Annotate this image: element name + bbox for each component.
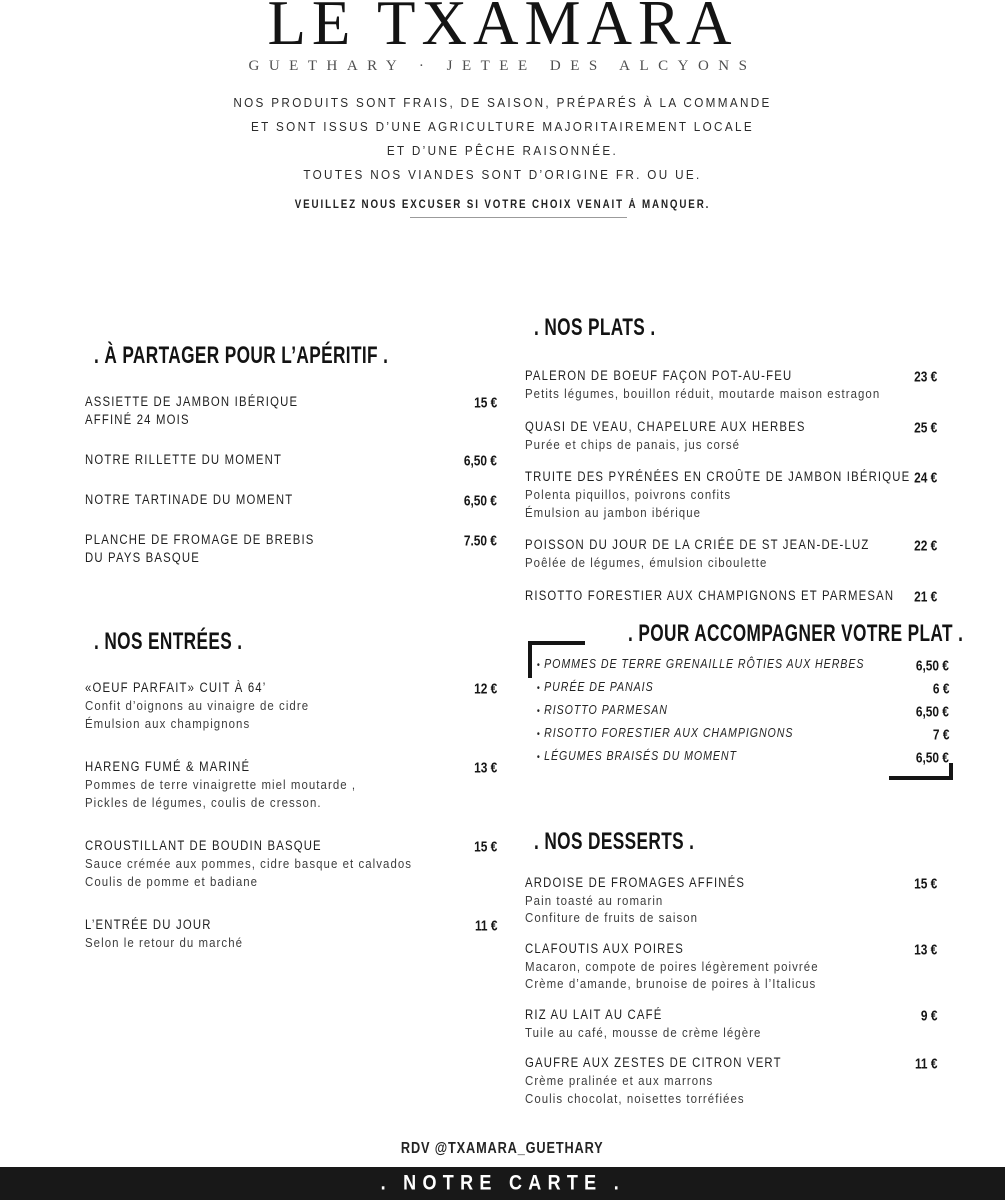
item-description: Crème d’amande, brunoise de poires à l’Italicus [525,976,817,991]
item-name-line2: DU PAYS BASQUE [85,550,200,565]
item-price: 15 € [473,394,497,411]
item-price: 6,50 € [463,492,497,509]
side-item-name: • LÉGUMES BRAISÉS DU MOMENT [525,749,875,763]
section-title-desserts: . NOS DESSERTS . [534,826,695,854]
side-item [525,748,949,766]
item-description: Macaron, compote de poires légèrement poivrée [525,958,819,974]
item-description: Confit d’oignons au vinaigre de cidre [85,698,310,713]
menu-item [525,940,937,993]
intro-line: TOUTES NOS VIANDES SONT D’ORIGINE FR. OU UE. [303,167,702,182]
section-title-sides: . POUR ACCOMPAGNER VOTRE PLAT . [628,618,964,646]
menu-item [85,451,497,469]
item-price: 15 € [913,874,937,892]
item-description: Coulis chocolat, noisettes torréfiées [525,1090,745,1106]
sides-list [525,656,949,766]
side-item-price: 6,50 € [915,702,949,720]
right-column [525,312,964,1120]
menu-item [85,837,497,890]
section-title-apero: . À PARTAGER POUR L’APÉRITIF . [94,340,389,369]
menu-item [85,491,497,509]
item-description: Poêlée de légumes, émulsion ciboulette [525,555,768,570]
item-description: Émulsion aux champignons [85,715,251,731]
intro-paragraph [0,95,1005,211]
menu-item [525,1006,937,1042]
section-title-entrees: . NOS ENTRÉES . [94,626,243,655]
header-divider [410,217,627,218]
item-description: Petits légumes, bouillon réduit, moutarde maison estragon [525,386,881,401]
menu-item [85,916,497,952]
side-item-price: 6,50 € [915,748,949,766]
side-item [525,656,949,674]
intro-line: ET D’UNE PÊCHE RAISONNÉE. [386,143,619,158]
item-name: GAUFRE AUX ZESTES DE CITRON VERT [525,1055,782,1070]
menu-item [85,758,497,811]
menu-item [525,367,937,403]
item-description: Confiture de fruits de saison [525,910,699,925]
bottom-banner [0,1167,1005,1200]
item-description: Pommes de terre vinaigrette miel moutarde , [85,777,357,792]
side-item [525,702,949,720]
side-item-name: • RISOTTO FORESTIER AUX CHAMPIGNONS [525,726,875,740]
menu-item [525,468,937,521]
menu-item [525,587,937,605]
side-item-name: • PURÉE DE PANAIS [525,680,875,694]
social-handle-text: RDV @TXAMARA_GUETHARY [401,1139,604,1158]
item-name: NOTRE TARTINADE DU MOMENT [85,492,294,507]
item-name: POISSON DU JOUR DE LA CRIÉE DE ST JEAN-DE-LUZ [525,537,870,552]
menu-header [0,0,1005,211]
item-name: PLANCHE DE FROMAGE DE BREBIS [85,532,315,547]
item-price: 11 € [474,917,497,934]
item-description: Selon le retour du marché [85,935,244,950]
item-price: 13 € [473,759,497,776]
item-price: 23 € [913,368,937,385]
item-name: RISOTTO FORESTIER AUX CHAMPIGNONS ET PARMESAN [525,587,895,603]
item-name: ASSIETTE DE JAMBON IBÉRIQUE [85,394,299,409]
item-price: 24 € [913,469,937,486]
item-name-line2: AFFINÉ 24 MOIS [85,412,190,427]
item-name: HARENG FUMÉ & MARINÉ [85,759,251,774]
item-name: NOTRE RILLETTE DU MOMENT [85,452,283,467]
item-name: CLAFOUTIS AUX POIRES [525,940,685,956]
item-price: 11 € [914,1055,937,1072]
item-description: Émulsion au jambon ibérique [525,504,702,520]
social-handle-line [0,1140,1005,1157]
item-name: ARDOISE DE FROMAGES AFFINÉS [525,874,746,890]
menu-item [525,418,937,454]
item-name: PALERON DE BOEUF FAÇON POT-AU-FEU [525,368,793,383]
item-name: CROUSTILLANT DE BOUDIN BASQUE [85,838,322,853]
left-column [85,340,497,978]
item-description: Purée et chips de panais, jus corsé [525,436,741,452]
item-name: «OEUF PARFAIT» CUIT À 64’ [85,680,267,695]
item-description: Coulis de pomme et badiane [85,873,259,889]
notice-line: VEUILLEZ NOUS EXCUSER SI VOTRE CHOIX VENAIT À MANQUER. [294,199,711,211]
item-price: 22 € [913,537,937,554]
item-price: 12 € [473,680,497,697]
menu-item [85,393,497,429]
side-item [525,725,949,743]
item-price: 6,50 € [463,452,497,469]
item-price: 15 € [473,838,497,855]
menu-item [525,1054,937,1107]
item-name: QUASI DE VEAU, CHAPELURE AUX HERBES [525,418,806,434]
item-description: Polenta piquillos, poivrons confits [525,487,732,502]
sides-section [525,618,964,766]
item-description: Pickles de légumes, coulis de cresson. [85,794,322,810]
menu-item [85,531,497,567]
item-description: Sauce crémée aux pommes, cidre basque et calvados [85,856,413,871]
item-price: 9 € [920,1006,937,1024]
item-name: L’ENTRÉE DU JOUR [85,917,212,932]
side-item-price: 6,50 € [915,656,949,674]
item-price: 7.50 € [463,532,497,549]
intro-line: NOS PRODUITS SONT FRAIS, DE SAISON, PRÉPARÉS À LA COMMANDE [233,95,772,110]
side-item-name: • RISOTTO PARMESAN [525,703,875,717]
banner-label: . NOTRE CARTE . [380,1171,625,1195]
item-name: RIZ AU LAIT AU CAFÉ [525,1006,663,1022]
intro-line: ET SONT ISSUS D’UNE AGRICULTURE MAJORITAIREMENT LOCALE [250,119,754,134]
menu-item [525,536,937,572]
item-price: 25 € [913,418,937,436]
side-item-price: 6 € [932,679,949,697]
side-item [525,679,949,697]
item-price: 13 € [913,940,937,958]
item-description: Pain toasté au romarin [525,892,664,908]
menu-item [525,874,937,927]
side-item-name: • POMMES DE TERRE GRENAILLE RÔTIES AUX HERBES [525,657,875,671]
item-name: TRUITE DES PYRÉNÉES EN CROÛTE DE JAMBON IBÉRIQUE [525,469,911,484]
restaurant-title: LE TXAMARA [267,0,738,58]
side-item-price: 7 € [932,725,949,743]
menu-item [85,679,497,732]
item-description: Tuile au café, mousse de crème légère [525,1024,762,1040]
item-description: Crème pralinée et aux marrons [525,1073,714,1088]
item-price: 21 € [913,587,937,605]
restaurant-subtitle: GUETHARY · JETEE DES ALCYONS [248,58,757,74]
section-title-plats: . NOS PLATS . [534,312,656,341]
